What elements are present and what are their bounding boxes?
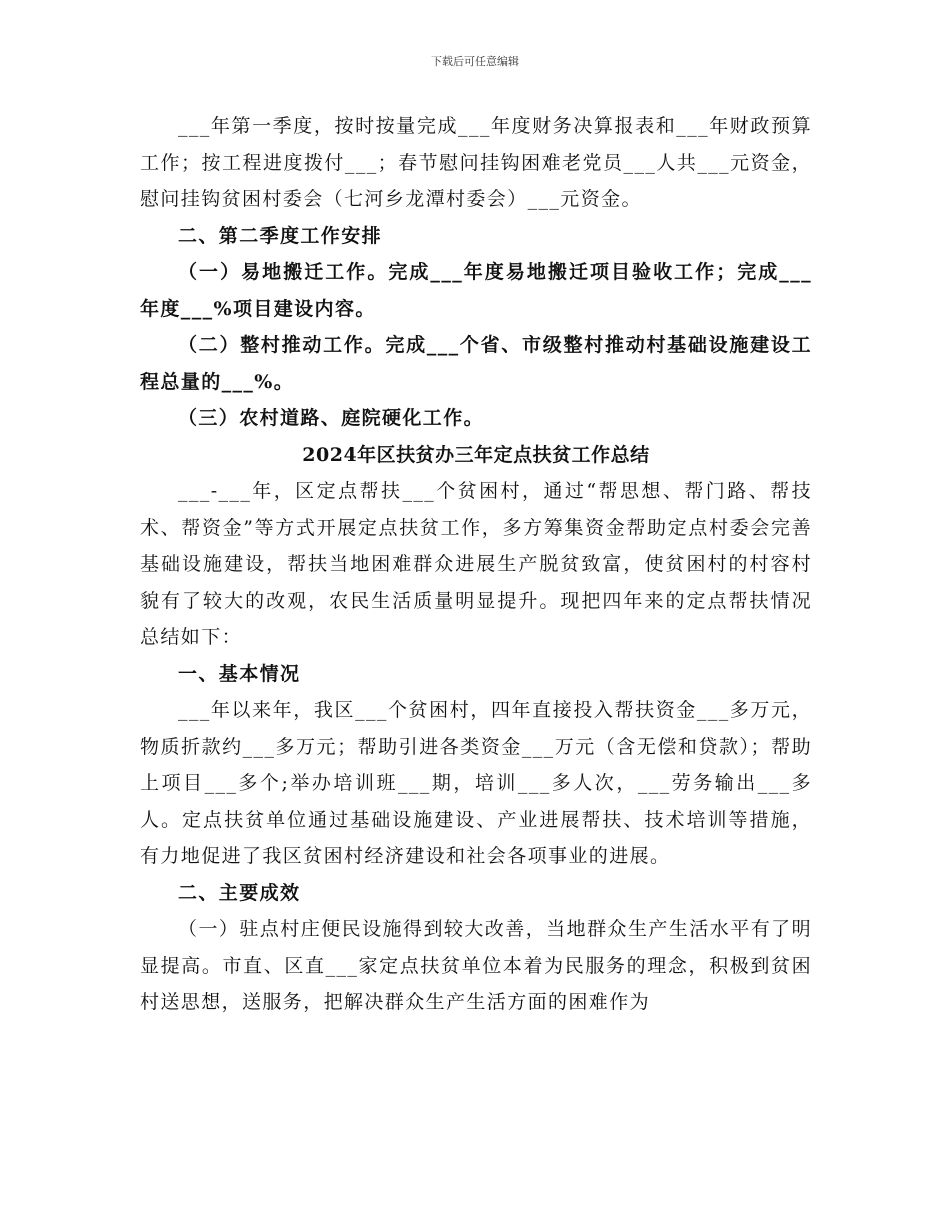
paragraph-q1-summary: ___年第一季度，按时按量完成___年度财务决算报表和___年财政预算工作；按工程进度拨付___；春节慰问挂钩困难老党员___人共___元资金，慰问挂钩贫困村委会（七河乡龙潭村委会）___元资金。	[140, 115, 812, 210]
item-relocation: （一）易地搬迁工作。完成___年度易地搬迁项目验收工作；完成___年度___%项目建设内容。	[140, 261, 812, 320]
item-village-promotion: （二）整村推动工作。完成___个省、市级整村推动村基础设施建设工程总量的___%。	[140, 334, 812, 393]
heading-q2-plan: 二、第二季度工作安排	[178, 224, 383, 247]
item-roads-courtyards: （三）农村道路、庭院硬化工作。	[178, 407, 485, 429]
heading-basic-situation: 一、基本情况	[178, 662, 301, 685]
page-header-note: 下载后可任意编辑	[431, 55, 519, 68]
paragraph-basic-situation: ___年以来年，我区___个贫困村，四年直接投入帮扶资金___多万元，物质折款约___多万元；帮助引进各类资金___万元（含无偿和贷款）；帮助上项目___多个;举办培训班___期，培训___多人次，___劳务输出___多人。定点扶贫单位通过基础设施建设、产业进展帮扶、技术培训等措施，有力地促进了我区贫困村经济建设和社会各项事业的进展。	[140, 699, 812, 867]
paragraph-main-results: （一）驻点村庄便民设施得到较大改善，当地群众生产生活水平有了明显提高。市直、区直___家定点扶贫单位本着为民服务的理念，积极到贫困村送思想，送服务，把解决群众生产生活方面的困难作为	[140, 918, 812, 1013]
document-title: 2024年区扶贫办三年定点扶贫工作总结	[302, 443, 650, 466]
paragraph-intro: ___-___年，区定点帮扶___个贫困村，通过“帮思想、帮门路、帮技术、帮资金”等方式开展定点扶贫工作，多方筹集资金帮助定点村委会完善基础设施建设，帮扶当地困难群众进展生产脱贫致富，使贫困村的村容村貌有了较大的改观，农民生活质量明显提升。现把四年来的定点帮扶情况总结如下：	[140, 480, 812, 648]
heading-main-results: 二、主要成效	[178, 881, 301, 904]
document-body	[140, 108, 812, 1021]
